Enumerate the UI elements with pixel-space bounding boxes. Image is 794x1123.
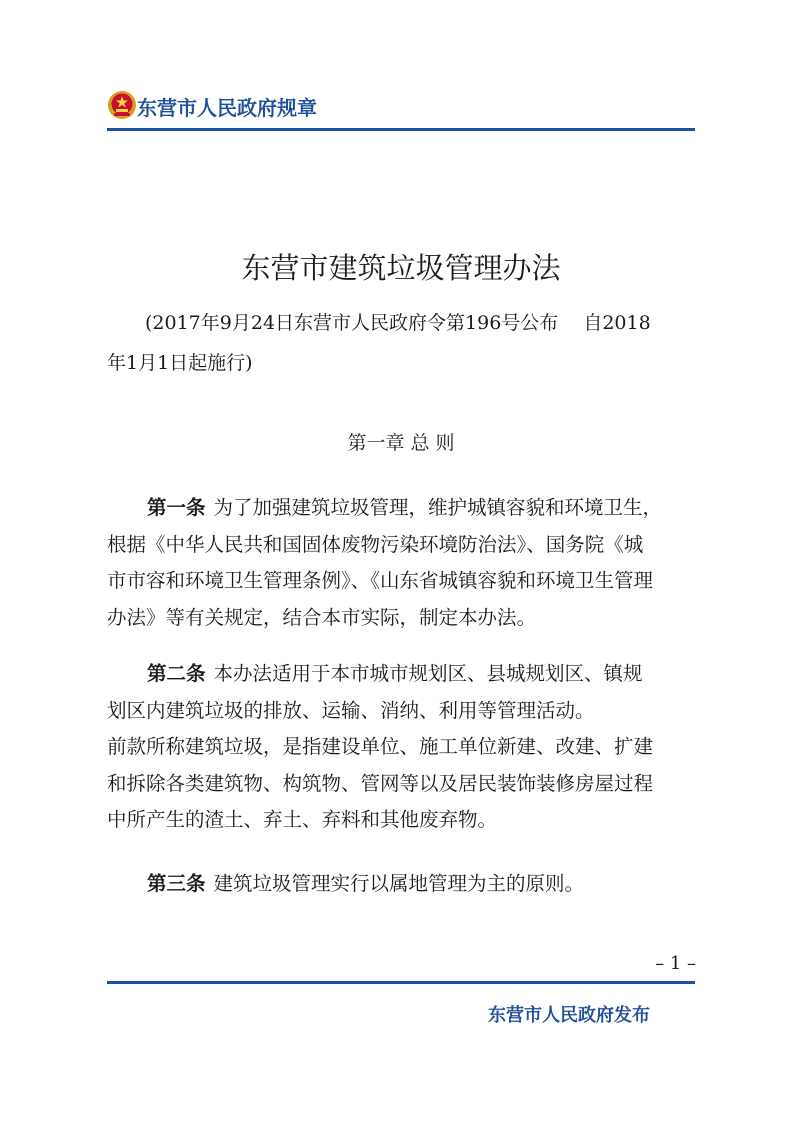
article-line bbox=[107, 490, 697, 527]
article-line: 市市容和环境卫生管理条例》、《山东省城镇容貌和环境卫生管理 bbox=[107, 569, 654, 592]
footer-issuer: 东营市人民政府发布 bbox=[488, 1005, 650, 1026]
article-line: 根据《中华人民共和国固体废物污染环境防治法》、国务院《城 bbox=[107, 532, 644, 556]
article-line: 和拆除各类建筑物、构筑物、管网等以及居民装饰装修房屋过程 bbox=[107, 771, 654, 795]
article-text: 建筑垃圾管理实行以属地管理为主的原则。 bbox=[213, 872, 585, 895]
article-line: 中所产生的渣土、弃土、弃料和其他废弃物。 bbox=[107, 808, 498, 831]
header-title: 东营市人民政府规章 bbox=[137, 96, 317, 120]
article-text: 为了加强建筑垃圾管理，维护城镇容貌和环境卫生， bbox=[213, 496, 663, 519]
article-2 bbox=[107, 656, 697, 839]
page-number: – 1 – bbox=[655, 953, 696, 974]
national-emblem-icon bbox=[107, 90, 137, 120]
header-divider bbox=[107, 128, 695, 131]
article-label: 第三条 bbox=[147, 872, 206, 895]
article-text: 本办法适用于本市城市规划区、县城规划区、镇规 bbox=[213, 662, 643, 685]
document-title: 东营市建筑垃圾管理办法 bbox=[241, 251, 561, 285]
article-label: 第一条 bbox=[147, 496, 206, 519]
article-line: 划区内建筑垃圾的排放、运输、消纳、利用等管理活动。 bbox=[107, 698, 595, 722]
issuance-line: 年1月1日起施行) bbox=[107, 352, 253, 374]
issuance-line: (2017年9月24日东营市人民政府令第196号公布 自2018 bbox=[145, 312, 651, 334]
issuance-note bbox=[107, 303, 695, 383]
document-header bbox=[107, 88, 695, 132]
article-line bbox=[107, 656, 697, 693]
article-line bbox=[107, 866, 697, 903]
article-1 bbox=[107, 490, 697, 636]
chapter-heading: 第一章 总 则 bbox=[347, 432, 455, 454]
footer-divider bbox=[107, 981, 695, 984]
article-label: 第二条 bbox=[147, 662, 206, 685]
article-3 bbox=[107, 866, 697, 903]
article-line: 办法》等有关规定，结合本市实际，制定本办法。 bbox=[107, 605, 537, 629]
article-line: 前款所称建筑垃圾，是指建设单位、施工单位新建、改建、扩建 bbox=[107, 735, 654, 758]
